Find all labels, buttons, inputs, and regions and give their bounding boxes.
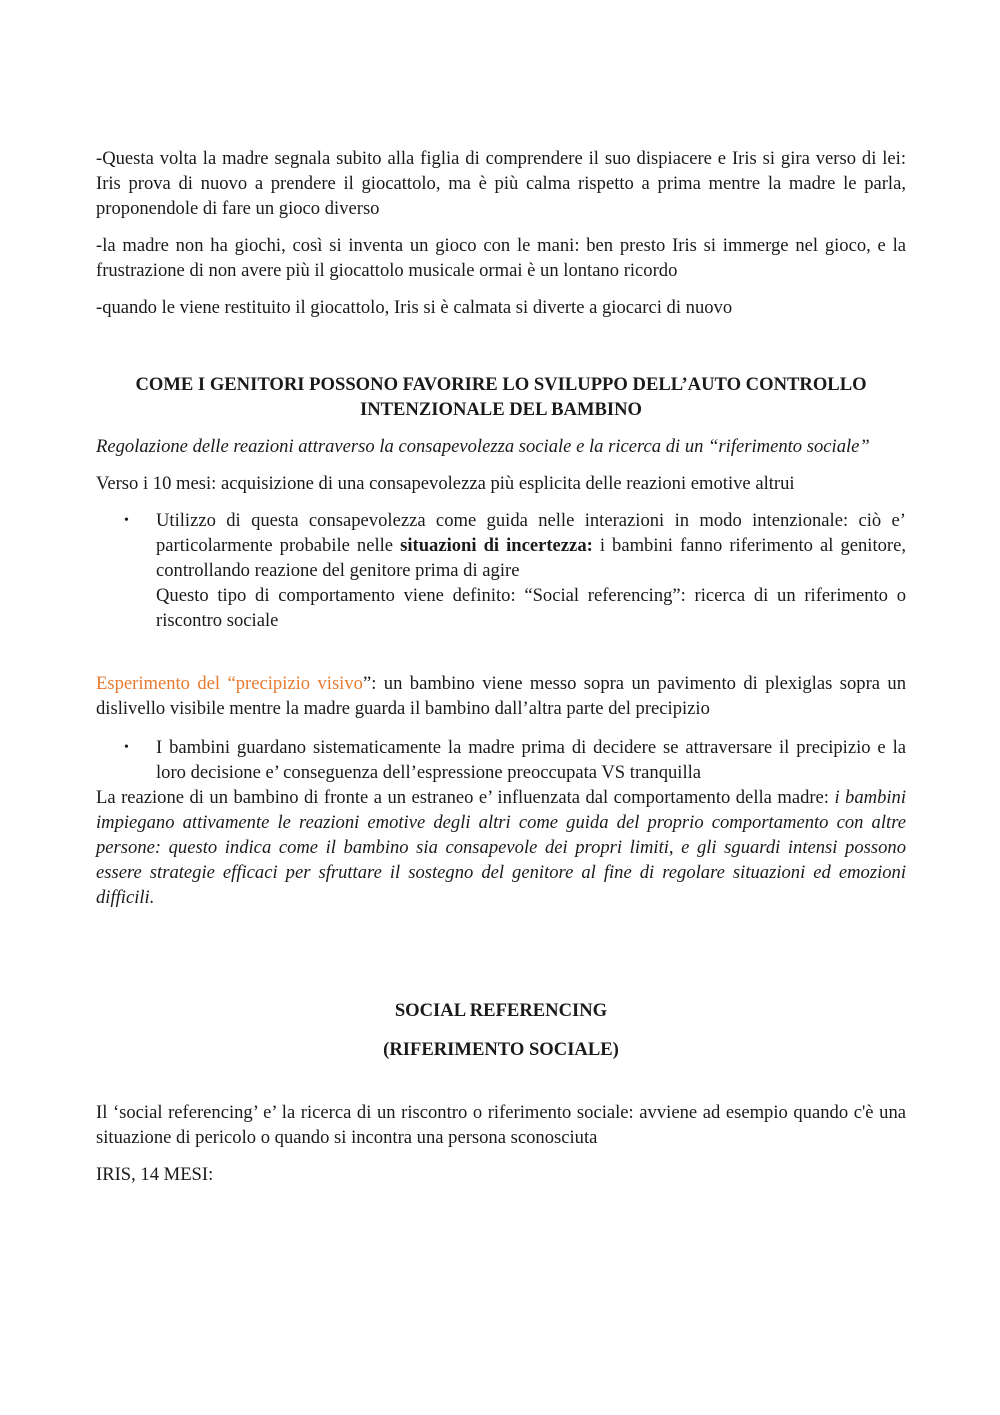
- esperimento-paragraph: [96, 671, 906, 721]
- document-page: [96, 146, 906, 1187]
- heading-line-1: COME I GENITORI POSSONO FAVORIRE LO SVILUPPO DELL’AUTO CONTROLLO: [135, 374, 867, 395]
- list-item: [96, 735, 906, 785]
- bullet-list-1: [96, 508, 906, 583]
- section-heading-social: SOCIAL REFERENCING: [394, 1000, 608, 1021]
- regolazione-paragraph: Regolazione delle reazioni attraverso la consapevolezza sociale e la ricerca di un “riferimento sociale”: [96, 436, 870, 457]
- bullet1-bold-text: situazioni di incertezza:: [400, 535, 593, 556]
- iris-label: IRIS, 14 MESI:: [96, 1164, 214, 1185]
- intro-paragraph-3: -quando le viene restituito il giocattolo, Iris si è calmata si diverte a giocarci di nuovo: [96, 297, 733, 318]
- heading-line-2: INTENZIONALE DEL BAMBINO: [359, 399, 643, 420]
- definition-paragraph: Il ‘social referencing’ e’ la ricerca di un riscontro o riferimento sociale: avviene ad esempio quando c'è una situazione di pericolo o quando si incontra una persona sconosciuta: [96, 1102, 906, 1148]
- reazione-italic: i bambini impiegano attivamente le reazioni emotive degli altri come guida del proprio comportamento con altre persone: questo indica come il bambino sia consapevole dei propri limiti, e gli sguardi intensi possono essere strategie efficaci per sfruttare il sostegno del genitore al fine di regolare situazioni ed emozioni difficili.: [96, 787, 907, 908]
- esperimento-rest: ”: un bambino viene messo sopra un pavimento di plexiglas sopra un dislivello visibile mentre la madre guarda il bambino dall’altra parte del precipizio: [96, 673, 907, 719]
- verso-paragraph: Verso i 10 mesi: acquisizione di una consapevolezza più esplicita delle reazioni emotive altrui: [96, 473, 795, 494]
- reazione-plain: La reazione di un bambino di fronte a un estraneo e’ influenzata dal comportamento della madre:: [96, 787, 835, 808]
- bullet-icon: •: [124, 513, 129, 528]
- bullet-list-2: [96, 735, 906, 785]
- bullet2-text: I bambini guardano sistematicamente la madre prima di decidere se attraversare il precipizio e la loro decisione e’ conseguenza dell’espressione preoccupata VS tranquilla: [156, 737, 906, 783]
- social-referencing-paragraph: Questo tipo di comportamento viene definito: “Social referencing”: ricerca di un riferimento o riscontro sociale: [156, 585, 906, 631]
- list-item: [96, 508, 906, 583]
- section-heading-genitori: [96, 372, 906, 422]
- bullet1-text-before: Utilizzo di questa consapevolezza come guida nelle interazioni in modo intenzionale: ciò e’ particolarmente probabile nelle: [156, 510, 906, 556]
- bullet1-text-after: i bambini fanno riferimento al genitore, controllando reazione del genitore prima di agire: [156, 535, 907, 581]
- intro-paragraph-1: -Questa volta la madre segnala subito alla figlia di comprendere il suo dispiacere e Iris si gira verso di lei: Iris prova di nuovo a prendere il giocattolo, ma è più calma rispetto a prima mentre la madre le parla, proponendole di fare un gioco diverso: [96, 148, 906, 219]
- bullet-icon: •: [124, 740, 129, 755]
- section-subheading-riferimento: (RIFERIMENTO SOCIALE): [383, 1039, 619, 1060]
- reazione-paragraph: [96, 785, 906, 910]
- esperimento-highlight: Esperimento del “precipizio visivo: [96, 673, 363, 694]
- intro-paragraph-2: -la madre non ha giochi, così si inventa un gioco con le mani: ben presto Iris si immerge nel gioco, e la frustrazione di non avere più il giocattolo musicale ormai è un lontano ricordo: [96, 235, 906, 281]
